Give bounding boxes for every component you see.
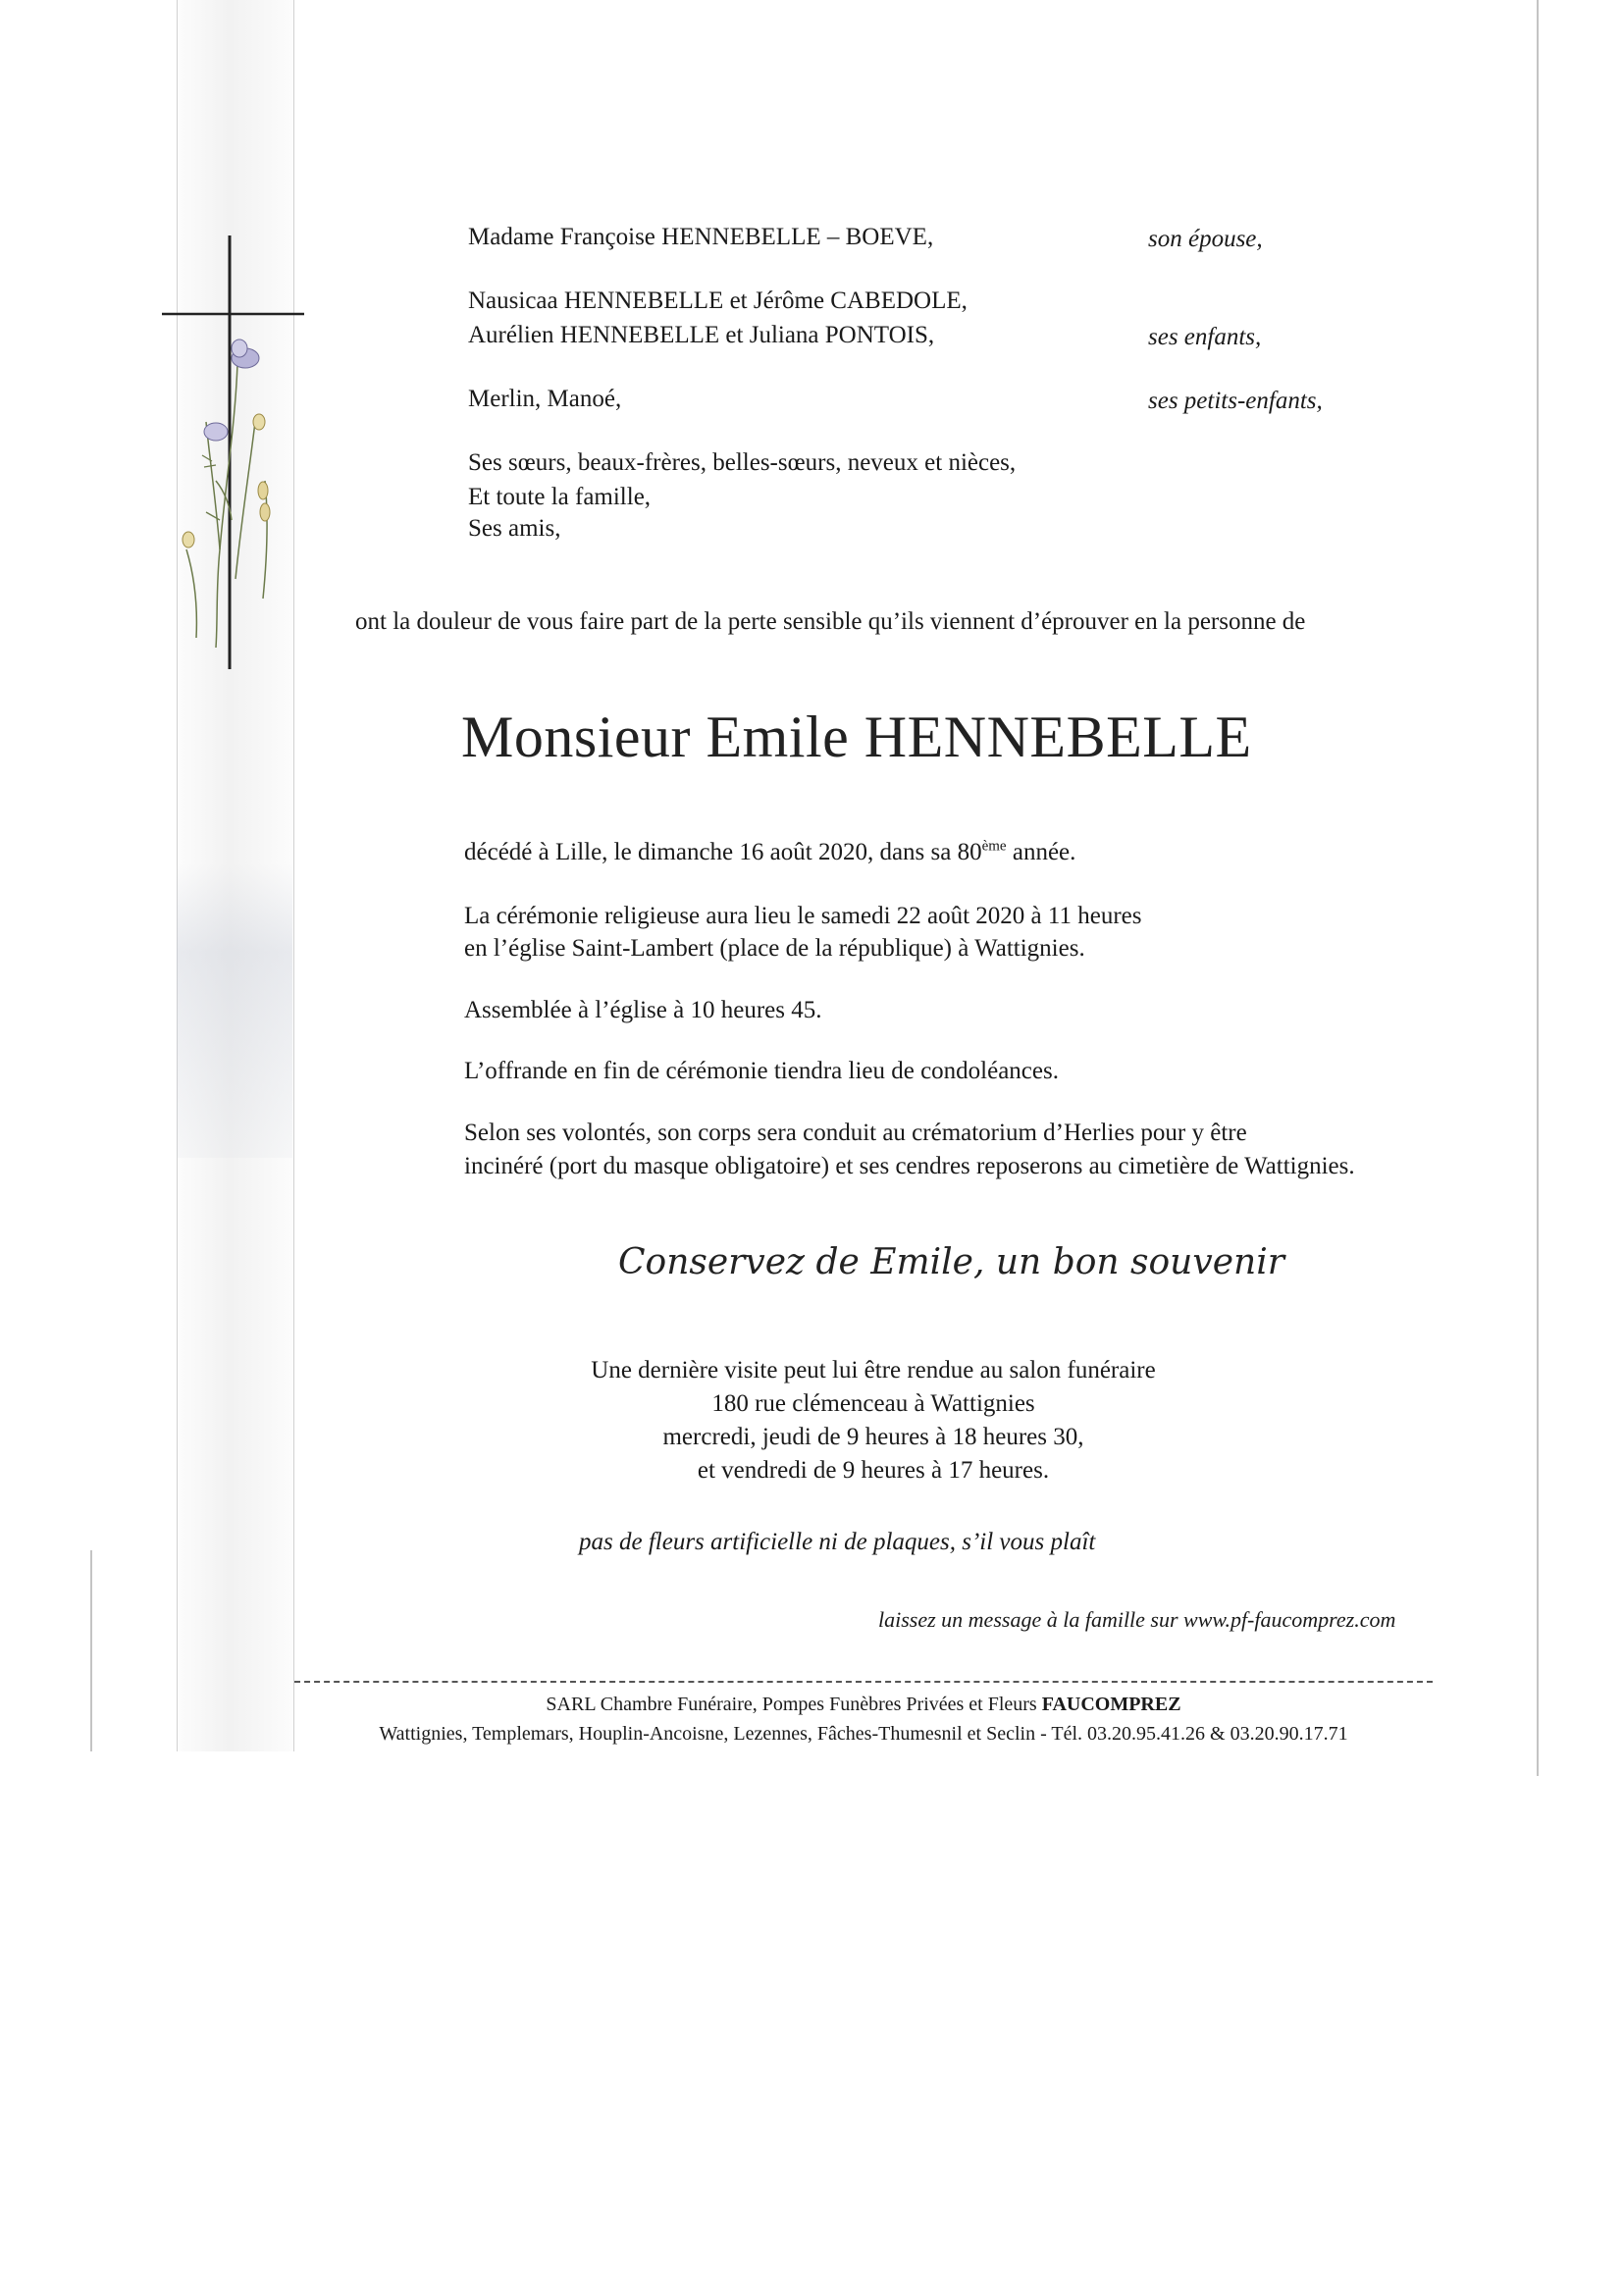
extended-family-line-1: Ses sœurs, beaux-frères, belles-sœurs, neveux et nièces, — [468, 449, 1017, 476]
announcement-text: ont la douleur de vous faire part de la perte sensible qu’ils viennent d’éprouver en la personne de — [355, 608, 1306, 635]
spouse-role: son épouse, — [1148, 226, 1263, 252]
ceremony-line-1: La cérémonie religieuse aura lieu le samedi 22 août 2020 à 11 heures — [464, 903, 1142, 929]
death-details-text: décédé à Lille, le dimanche 16 août 2020, dans sa 80 — [464, 839, 982, 865]
flower-blossoms-icon — [183, 339, 270, 548]
children-line-1: Nausicaa HENNEBELLE et Jérôme CABEDOLE, — [468, 287, 968, 314]
cross-with-flowers-illustration — [147, 226, 324, 677]
extended-family-line-2: Et toute la famille, — [468, 484, 652, 510]
footer-divider — [294, 1681, 1433, 1683]
footer-company: SARL Chambre Funéraire, Pompes Funèbres Privées et Fleurs — [546, 1694, 1042, 1715]
footer-line-1 — [294, 1692, 1433, 1717]
footer-line-2: Wattignies, Templemars, Houplin-Ancoisne, Lezennes, Fâches-Thumesnil et Seclin - Tél. 03.20.95.41.26 & 03.20.90.17.71 — [379, 1723, 1348, 1745]
children-line-2: Aurélien HENNEBELLE et Juliana PONTOIS, — [468, 322, 935, 348]
grandchildren-names: Merlin, Manoé, — [468, 386, 622, 412]
flowers-icon — [186, 363, 267, 648]
offering-note: L’offrande en fin de cérémonie tiendra lieu de condoléances. — [464, 1058, 1059, 1084]
spouse-name: Madame Françoise HENNEBELLE – BOEVE, — [468, 224, 934, 250]
visit-line-2: 180 rue clémenceau à Wattignies — [711, 1390, 1035, 1417]
message-note: laissez un message à la famille sur www.pf-faucomprez.com — [878, 1607, 1396, 1632]
ceremony-line-2: en l’église Saint-Lambert (place de la république) à Wattignies. — [464, 935, 1085, 962]
visit-line-4: et vendredi de 9 heures à 17 heures. — [697, 1457, 1050, 1484]
grandchildren-role: ses petits-enfants, — [1148, 388, 1323, 414]
cross-icon — [162, 235, 304, 669]
children-role: ses enfants, — [1148, 324, 1262, 350]
visit-line-1: Une dernière visite peut lui être rendue au salon funéraire — [591, 1357, 1156, 1383]
death-details-end: année. — [1006, 839, 1076, 865]
wishes-line-2: incinéré (port du masque obligatoire) et ses cendres reposerons au cimetière de Wattignies. — [464, 1153, 1355, 1179]
left-scan-edge — [90, 1550, 92, 1751]
right-scan-edge — [1537, 0, 1539, 1776]
extended-family-line-3: Ses amis, — [468, 515, 561, 542]
ordinal-suffix: ème — [981, 838, 1007, 855]
visit-block — [491, 1354, 1256, 1487]
deceased-name-title: Monsieur Emile HENNEBELLE — [461, 704, 1252, 769]
memory-line: Conservez de Emile, un bon souvenir — [618, 1242, 1284, 1282]
death-details — [464, 836, 1075, 869]
visit-line-3: mercredi, jeudi de 9 heures à 18 heures 30, — [662, 1424, 1084, 1450]
footer-brand: FAUCOMPREZ — [1041, 1694, 1181, 1715]
wishes-line-1: Selon ses volontés, son corps sera conduit au crématorium d’Herlies pour y être — [464, 1120, 1247, 1146]
assembly-time: Assemblée à l’église à 10 heures 45. — [464, 997, 822, 1023]
no-flowers-note: pas de fleurs artificielle ni de plaques, s’il vous plaît — [579, 1529, 1096, 1555]
decorative-band-shade — [177, 863, 292, 1158]
